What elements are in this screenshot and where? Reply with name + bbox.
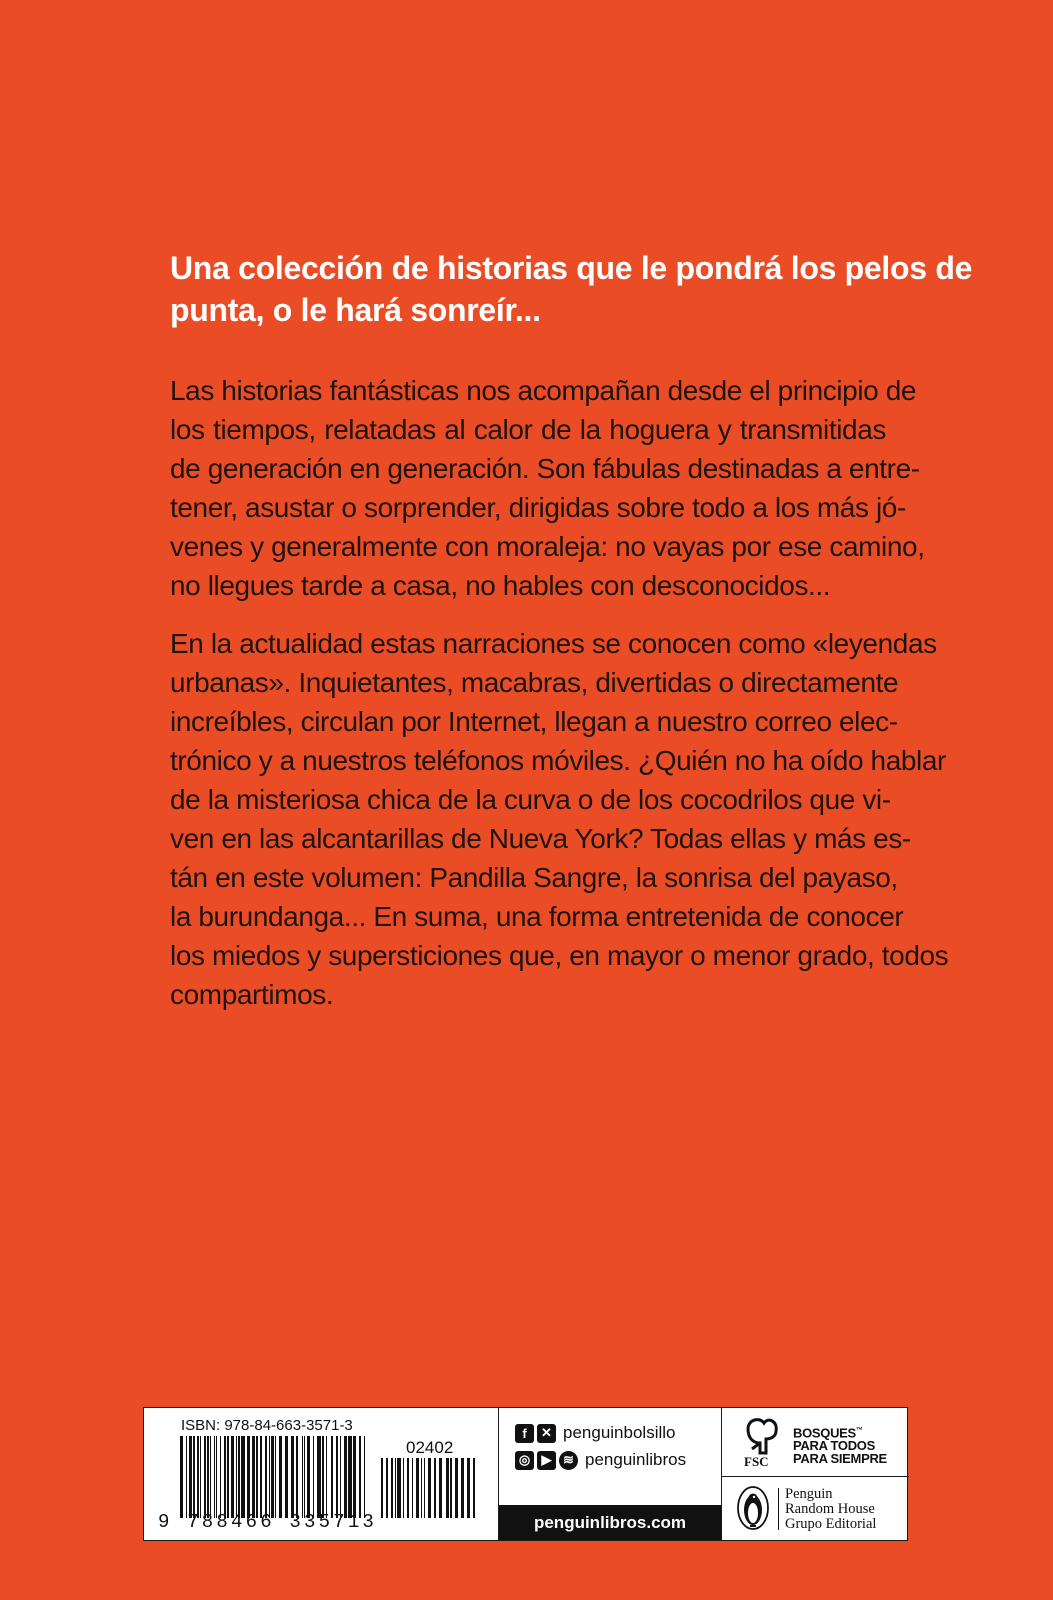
social-panel [499,1408,722,1540]
isbn-number: ISBN: 978-84-663-3571-3 [181,1417,353,1434]
barcode-bar [450,1458,452,1518]
barcode-bar [446,1458,449,1518]
fsc-logo [722,1408,909,1477]
barcode-bar [224,1436,226,1518]
barcode-bar [386,1458,388,1518]
barcode-bar [395,1458,396,1518]
barcode-bar [227,1436,229,1518]
text-line: ven en las alcantarillas de Nueva York? Todas ellas y más es- [170,823,911,854]
facebook-icon[interactable]: f [515,1424,534,1443]
prh-line: Penguin [785,1486,833,1502]
trademark-symbol: ™ [855,1427,863,1434]
fsc-label: FSC [744,1454,769,1469]
barcode-digits: 9 788466 335713 [158,1511,378,1533]
text-line: urbanas». Inquietantes, macabras, divertidas o directamente [170,667,899,698]
barcode-panel [144,1408,499,1540]
youtube-icon[interactable]: ▶ [537,1451,556,1470]
penguin-random-house-logo [722,1476,909,1541]
addon-barcode [381,1458,475,1518]
text-line: trónico y a nuestros teléfonos móviles. ¿Quién no ha oído hablar [170,745,946,776]
social-row-2 [515,1450,686,1470]
barcode-bar [220,1436,221,1518]
instagram-icon[interactable]: ◎ [515,1451,534,1470]
ean-barcode [180,1436,365,1518]
barcode-bar [428,1458,431,1518]
barcode-bar [296,1436,298,1518]
text-line: los tiempos, relatadas al calor de la hoguera y transmitidas [170,414,886,445]
barcode-bar [336,1436,338,1518]
barcode-bar [260,1436,262,1518]
barcode-bar [326,1436,327,1518]
barcode-bar [204,1436,206,1518]
barcode-bar [307,1436,310,1518]
barcode-bar [200,1436,201,1518]
text-line: compartimos. [170,979,334,1010]
barcode-bar [265,1436,267,1518]
x-icon[interactable]: ✕ [537,1424,556,1443]
paragraph-1 [170,371,925,605]
barcode-bar [403,1458,404,1518]
text-line: de generación en generación. Son fábulas destinadas a entre- [170,453,920,484]
barcode-bar [439,1458,442,1518]
addon-number: 02402 [406,1438,454,1457]
barcode-bar [397,1458,401,1518]
spotify-icon[interactable]: ≋ [559,1451,578,1470]
barcode-bar [247,1436,250,1518]
barcode-bar [269,1436,270,1518]
barcode-bar [391,1458,393,1518]
barcode-bar [359,1436,361,1518]
barcode-bar [238,1436,240,1518]
prh-line: Grupo Editorial [785,1516,877,1532]
barcode-bar [473,1458,475,1518]
social-row-1 [515,1423,675,1443]
barcode-bar [302,1436,303,1518]
fsc-tree-icon [742,1413,782,1457]
fsc-slogan-line: BOSQUES [793,1425,856,1441]
barcode-bar [275,1436,276,1518]
tagline-line: Una colección de historias que le pondrá los pelos de [170,250,973,286]
barcode-bar [317,1436,321,1518]
prh-line: Random House [785,1501,875,1517]
barcode-bar [214,1436,215,1518]
social-handle[interactable]: penguinbolsillo [563,1423,676,1442]
penguin-icon [736,1485,770,1531]
website-link[interactable]: penguinlibros.com [499,1505,721,1540]
text-line: de la misteriosa chica de la curva o de los cocodrilos que vi- [170,784,891,815]
barcode-bar [216,1436,217,1518]
barcode-bar [467,1458,470,1518]
barcode-bar [285,1436,288,1518]
back-cover-blurb [170,371,949,1033]
text-line: increíbles, circulan por Internet, llegan a nuestro correo elec- [170,706,898,737]
barcode-bar [231,1436,234,1518]
text-line: tán en este volumen: Pandilla Sangre, la sonrisa del payaso, [170,862,898,893]
fsc-slogan-line: PARA SIEMPRE [793,1451,887,1467]
barcode-bar [344,1436,347,1518]
barcode-bar [434,1458,436,1518]
logos-panel [722,1408,909,1540]
barcode-bar [189,1436,192,1518]
barcode-bar [455,1458,458,1518]
barcode-bar [331,1436,333,1518]
barcode-bar [291,1436,294,1518]
barcode-bar [348,1436,352,1518]
fsc-slogan-line: PARA TODOS [793,1438,875,1454]
barcode-bar [252,1436,255,1518]
text-line: la burundanga... En suma, una forma entretenida de conocer [170,901,904,932]
barcode-bar [322,1436,324,1518]
barcode-bar [424,1458,425,1518]
prh-wordmark [785,1487,876,1532]
barcode-bar [271,1436,274,1518]
text-line: En la actualidad estas narraciones se conocen como «leyendas [170,628,937,659]
tagline-line: punta, o le hará sonreír... [170,292,541,328]
logo-divider [778,1488,779,1530]
publisher-footer [143,1407,908,1541]
barcode-bar [304,1436,305,1518]
barcode-bar [193,1436,195,1518]
text-line: Las historias fantásticas nos acompañan desde el principio de [170,375,917,406]
barcode-bar [381,1458,383,1518]
barcode-bar [180,1436,183,1518]
barcode-bar [364,1436,365,1518]
barcode-bar [241,1436,245,1518]
barcode-bar [353,1436,356,1518]
barcode-bar [416,1458,419,1518]
barcode-bar [461,1458,464,1518]
tagline [170,247,973,331]
paragraph-2 [170,624,949,1014]
barcode-bar [412,1458,413,1518]
text-line: venes y generalmente con moraleja: no vayas por ese camino, [170,531,925,562]
social-handle[interactable]: penguinlibros [585,1450,687,1469]
barcode-bar [197,1436,199,1518]
barcode-bar [279,1436,282,1518]
barcode-bar [236,1436,237,1518]
barcode-bar [407,1458,409,1518]
barcode-bar [207,1436,209,1518]
fsc-slogan [793,1424,887,1465]
text-line: no llegues tarde a casa, no hables con desconocidos... [170,570,831,601]
barcode-bar [186,1436,187,1518]
barcode-bar [421,1458,422,1518]
barcode-bar [256,1436,258,1518]
barcode-bar [313,1436,314,1518]
barcode-bar [210,1436,211,1518]
text-line: tener, asustar o sorprender, dirigidas sobre todo a los más jó- [170,492,906,523]
text-line: los miedos y supersticiones que, en mayor o menor grado, todos [170,940,949,971]
barcode-bar [340,1436,341,1518]
